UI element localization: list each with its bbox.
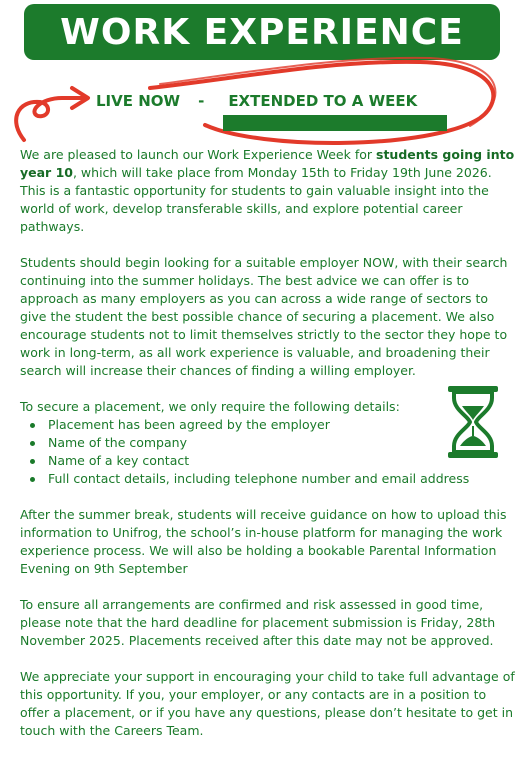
live-now-label: LIVE NOW [96,92,181,110]
intro-text: We are pleased to launch our Work Experience Week for [20,147,376,162]
summer-paragraph: After the summer break, students will receive guidance on how to upload this information to Unifrog, the school’s in-house platform for managing the work experience process. We will also be holding a bookable Parental Information Evening on 9th September [20,507,507,576]
intro-paragraph [20,146,516,236]
search-paragraph: Students should begin looking for a suitable employer NOW, with their search continuing into the summer holidays. The best advice we can offer is to approach as many employers as you can across a wide range of sectors to give the student the best possible chance of securing a placement. We also encourage students not to limit themselves strictly to the sector they hope to work in long-term, as all work experience is valuable, and broadening their search will increase their chances of finding a willing employer. [20,255,508,378]
hourglass-icon [446,384,500,460]
extended-label: EXTENDED TO A WEEK [228,92,418,110]
intro-bold: students going into year 10 [20,147,515,180]
requirements-intro: To secure a placement, we only require the following details: [20,399,400,414]
deadline-paragraph: To ensure all arrangements are confirmed and risk assessed in good time, please note that the hard deadline for placement submission is Friday, 28th November 2025. Placements received after this date may not be approved. [20,597,496,648]
list-item: Name of a key contact [30,452,516,470]
list-item: Placement has been agreed by the employer [30,416,516,434]
title-banner [24,4,500,60]
subheading [96,92,417,112]
green-underline [223,115,447,131]
intro-text-rest: , which will take place from Monday 15th to Friday 19th June 2026. This is a fantastic opportunity for students to gain valuable insight into the world of work, develop transferable skills, and explore potential career pathways. [20,165,492,234]
requirements-list [20,416,516,488]
page-title: WORK EXPERIENCE [60,11,464,53]
list-item: Full contact details, including telephone number and email address [30,470,516,488]
list-item: Name of the company [30,434,516,452]
closing-paragraph: We appreciate your support in encouraging your child to take full advantage of this opportunity. If you, your employer, or any contacts are in a position to offer a placement, or if you have any questions, please don’t hesitate to get in touch with the Careers Team. [20,669,515,738]
letter-body [20,146,516,758]
dash: - [198,92,205,110]
